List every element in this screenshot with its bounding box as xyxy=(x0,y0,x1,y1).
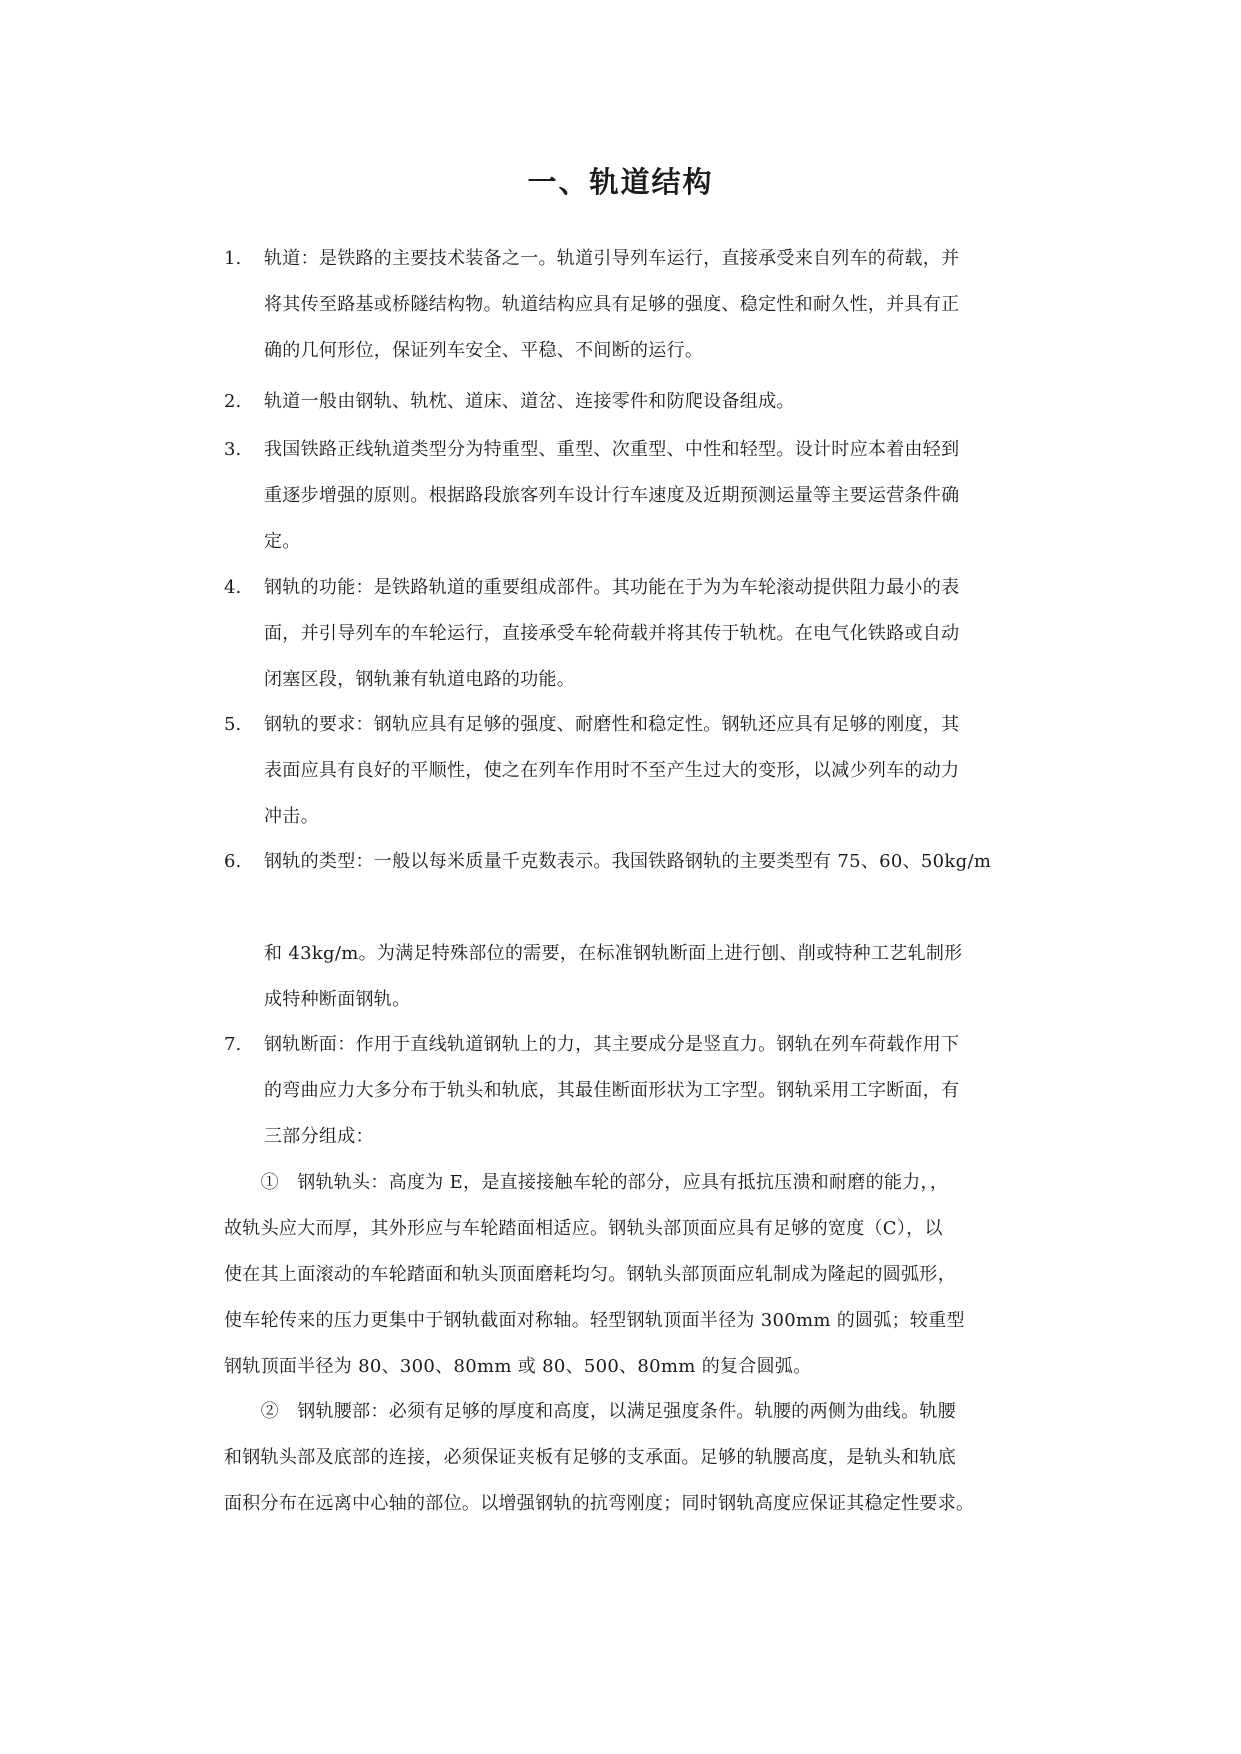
item-text xyxy=(264,1022,1036,1160)
text-line: 成特种断面钢轨。 xyxy=(264,989,411,1010)
body-paragraph xyxy=(224,1160,1036,1390)
item-number: 1. xyxy=(224,248,242,269)
item-text xyxy=(264,565,1036,703)
text-line: 故轨头应大而厚，其外形应与车轮踏面相适应。钢轨头部顶面应具有足够的宽度（C），以 xyxy=(224,1218,943,1239)
item-number: 4. xyxy=(224,577,242,598)
text-line: 冲击。 xyxy=(264,806,319,827)
body-paragraph xyxy=(224,1389,1036,1527)
text-line: 我国铁路正线轨道类型分为特重型、重型、次重型、中性和轻型。设计时应本着由轻到 xyxy=(264,439,960,460)
text-line: 定。 xyxy=(264,531,301,552)
item-number: 2. xyxy=(224,391,242,412)
item-text xyxy=(264,236,1036,374)
text-line: 和钢轨头部及底部的连接，必须保证夹板有足够的支承面。足够的轨腰高度，是轨头和轨底 xyxy=(224,1447,956,1468)
item-text xyxy=(264,702,1036,840)
item-number: 3. xyxy=(224,439,242,460)
item-text xyxy=(264,379,1036,425)
text-line: 将其传至路基或桥隧结构物。轨道结构应具有足够的强度、稳定性和耐久性，并具有正 xyxy=(264,294,960,315)
text-line: 重逐步增强的原则。根据路段旅客列车设计行车速度及近期预测运量等主要运营条件确 xyxy=(264,485,960,506)
text-line: ② 钢轨腰部：必须有足够的厚度和高度，以满足强度条件。轨腰的两侧为曲线。轨腰 xyxy=(224,1401,956,1422)
item-text xyxy=(264,839,1036,1023)
text-line: 和 43kg/m。为满足特殊部位的需要，在标准钢轨断面上进行刨、削或特种工艺轧制形 xyxy=(264,943,963,964)
text-line: 确的几何形位，保证列车安全、平稳、不间断的运行。 xyxy=(264,340,704,361)
text-line: 闭塞区段，钢轨兼有轨道电路的功能。 xyxy=(264,669,576,690)
text-line: 面，并引导列车的车轮运行，直接承受车轮荷载并将其传于轨枕。在电气化铁路或自动 xyxy=(264,623,960,644)
text-line: 钢轨的类型：一般以每米质量千克数表示。我国铁路钢轨的主要类型有 75、60、50kg/m xyxy=(264,851,992,872)
text-line: 面积分布在远离中心轴的部位。以增强钢轨的抗弯刚度；同时钢轨高度应保证其稳定性要求。 xyxy=(224,1493,975,1514)
text-line: 钢轨顶面半径为 80、300、80mm 或 80、500、80mm 的复合圆弧。 xyxy=(224,1356,812,1377)
text-line: ① 钢轨轨头：高度为 E，是直接接触车轮的部分，应具有抵抗压溃和耐磨的能力，， xyxy=(224,1172,949,1193)
text-line: 使在其上面滚动的车轮踏面和轨头顶面磨耗均匀。钢轨头部顶面应轧制成为隆起的圆弧形， xyxy=(224,1264,956,1285)
text-line: 轨道一般由钢轨、轨枕、道床、道岔、连接零件和防爬设备组成。 xyxy=(264,391,795,412)
item-number: 7. xyxy=(224,1034,242,1055)
item-number: 5. xyxy=(224,714,242,735)
text-line: 三部分组成： xyxy=(264,1126,374,1147)
text-line: 钢轨的要求：钢轨应具有足够的强度、耐磨性和稳定性。钢轨还应具有足够的刚度，其 xyxy=(264,714,960,735)
page-title: 一、轨道结构 xyxy=(527,165,714,199)
text-line: 轨道：是铁路的主要技术装备之一。轨道引导列车运行，直接承受来自列车的荷载，并 xyxy=(264,248,960,269)
item-number: 6. xyxy=(224,851,242,872)
text-line: 的弯曲应力大多分布于轨头和轨底，其最佳断面形状为工字型。钢轨采用工字断面，有 xyxy=(264,1080,960,1101)
text-line: 表面应具有良好的平顺性，使之在列车作用时不至产生过大的变形，以减少列车的动力 xyxy=(264,760,960,781)
item-text xyxy=(264,427,1036,565)
text-line: 钢轨断面：作用于直线轨道钢轨上的力，其主要成分是竖直力。钢轨在列车荷载作用下 xyxy=(264,1034,960,1055)
text-line: 钢轨的功能：是铁路轨道的重要组成部件。其功能在于为为车轮滚动提供阻力最小的表 xyxy=(264,577,960,598)
text-line: 使车轮传来的压力更集中于钢轨截面对称轴。轻型钢轨顶面半径为 300mm 的圆弧；较重型 xyxy=(224,1310,965,1331)
